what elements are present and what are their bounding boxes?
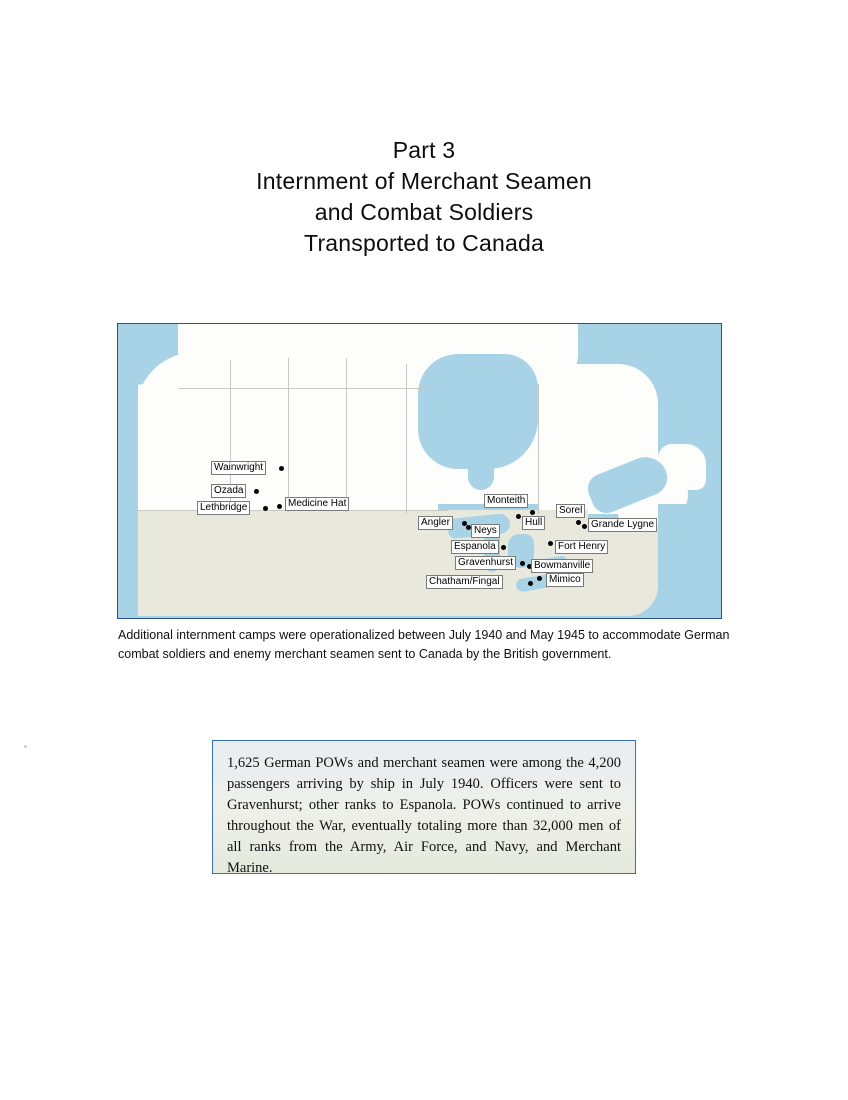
map-caption: Additional internment camps were operationalized between July 1940 and May 1945 to accommodate German combat soldiers and enemy merchant seamen sent to Canada by the British government. [118, 628, 730, 661]
dot-fort-henry [548, 541, 553, 546]
dot-gravenhurst [520, 561, 525, 566]
label-bowmanville: Bowmanville [531, 559, 593, 573]
label-mimico: Mimico [546, 573, 584, 587]
james-bay [468, 444, 494, 490]
title-line-4: Transported to Canada [304, 230, 544, 256]
border-mb-on [406, 364, 407, 514]
pacific-ocean [118, 324, 138, 616]
dot-chatham-fingal [528, 581, 533, 586]
dot-monteith [530, 510, 535, 515]
label-sorel: Sorel [556, 504, 585, 518]
label-wainwright: Wainwright [211, 461, 266, 475]
label-gravenhurst: Gravenhurst [455, 556, 516, 570]
label-lethbridge: Lethbridge [197, 501, 250, 515]
quote-box [212, 740, 636, 874]
border-sk-mb [346, 358, 347, 512]
border-north-60 [178, 388, 428, 389]
dot-medicine-hat [277, 504, 282, 509]
label-ozada: Ozada [211, 484, 246, 498]
label-grande-lygne: Grande Lygne [588, 518, 657, 532]
canada-internment-camps-map [117, 323, 722, 619]
dot-grande-lygne [582, 524, 587, 529]
scan-speck [24, 745, 27, 748]
label-monteith: Monteith [484, 494, 528, 508]
dot-ozada [254, 489, 259, 494]
dot-sorel [576, 520, 581, 525]
label-hull: Hull [522, 516, 545, 530]
label-chatham-fingal: Chatham/Fingal [426, 575, 503, 589]
title-line-3: and Combat Soldiers [314, 199, 534, 225]
border-on-qc [538, 384, 539, 514]
label-medicine-hat: Medicine Hat [285, 497, 349, 511]
title-line-2: Internment of Merchant Seamen [256, 168, 592, 194]
dot-espanola [501, 545, 506, 550]
dot-mimico [537, 576, 542, 581]
atlantic-ocean [658, 504, 722, 616]
label-neys: Neys [471, 524, 500, 538]
title-line-1: Part 3 [392, 137, 456, 163]
dot-hull [516, 514, 521, 519]
dot-lethbridge [263, 506, 268, 511]
dot-wainwright [279, 466, 284, 471]
map-canvas [118, 324, 721, 618]
label-fort-henry: Fort Henry [555, 540, 608, 554]
label-espanola: Espanola [451, 540, 499, 554]
label-angler: Angler [418, 516, 453, 530]
page-title [0, 135, 848, 259]
border-ab-sk [288, 358, 289, 512]
quote-text: 1,625 German POWs and merchant seamen were among the 4,200 passengers arriving by ship in July 1940. Officers were sent to Gravenhurst; other ranks to Espanola. POWs continued to arrive throughout the War, eventually totaling more than 32,000 men of all ranks from the Army, Air Force, and Navy, and Merchant Marine. [227, 755, 621, 876]
